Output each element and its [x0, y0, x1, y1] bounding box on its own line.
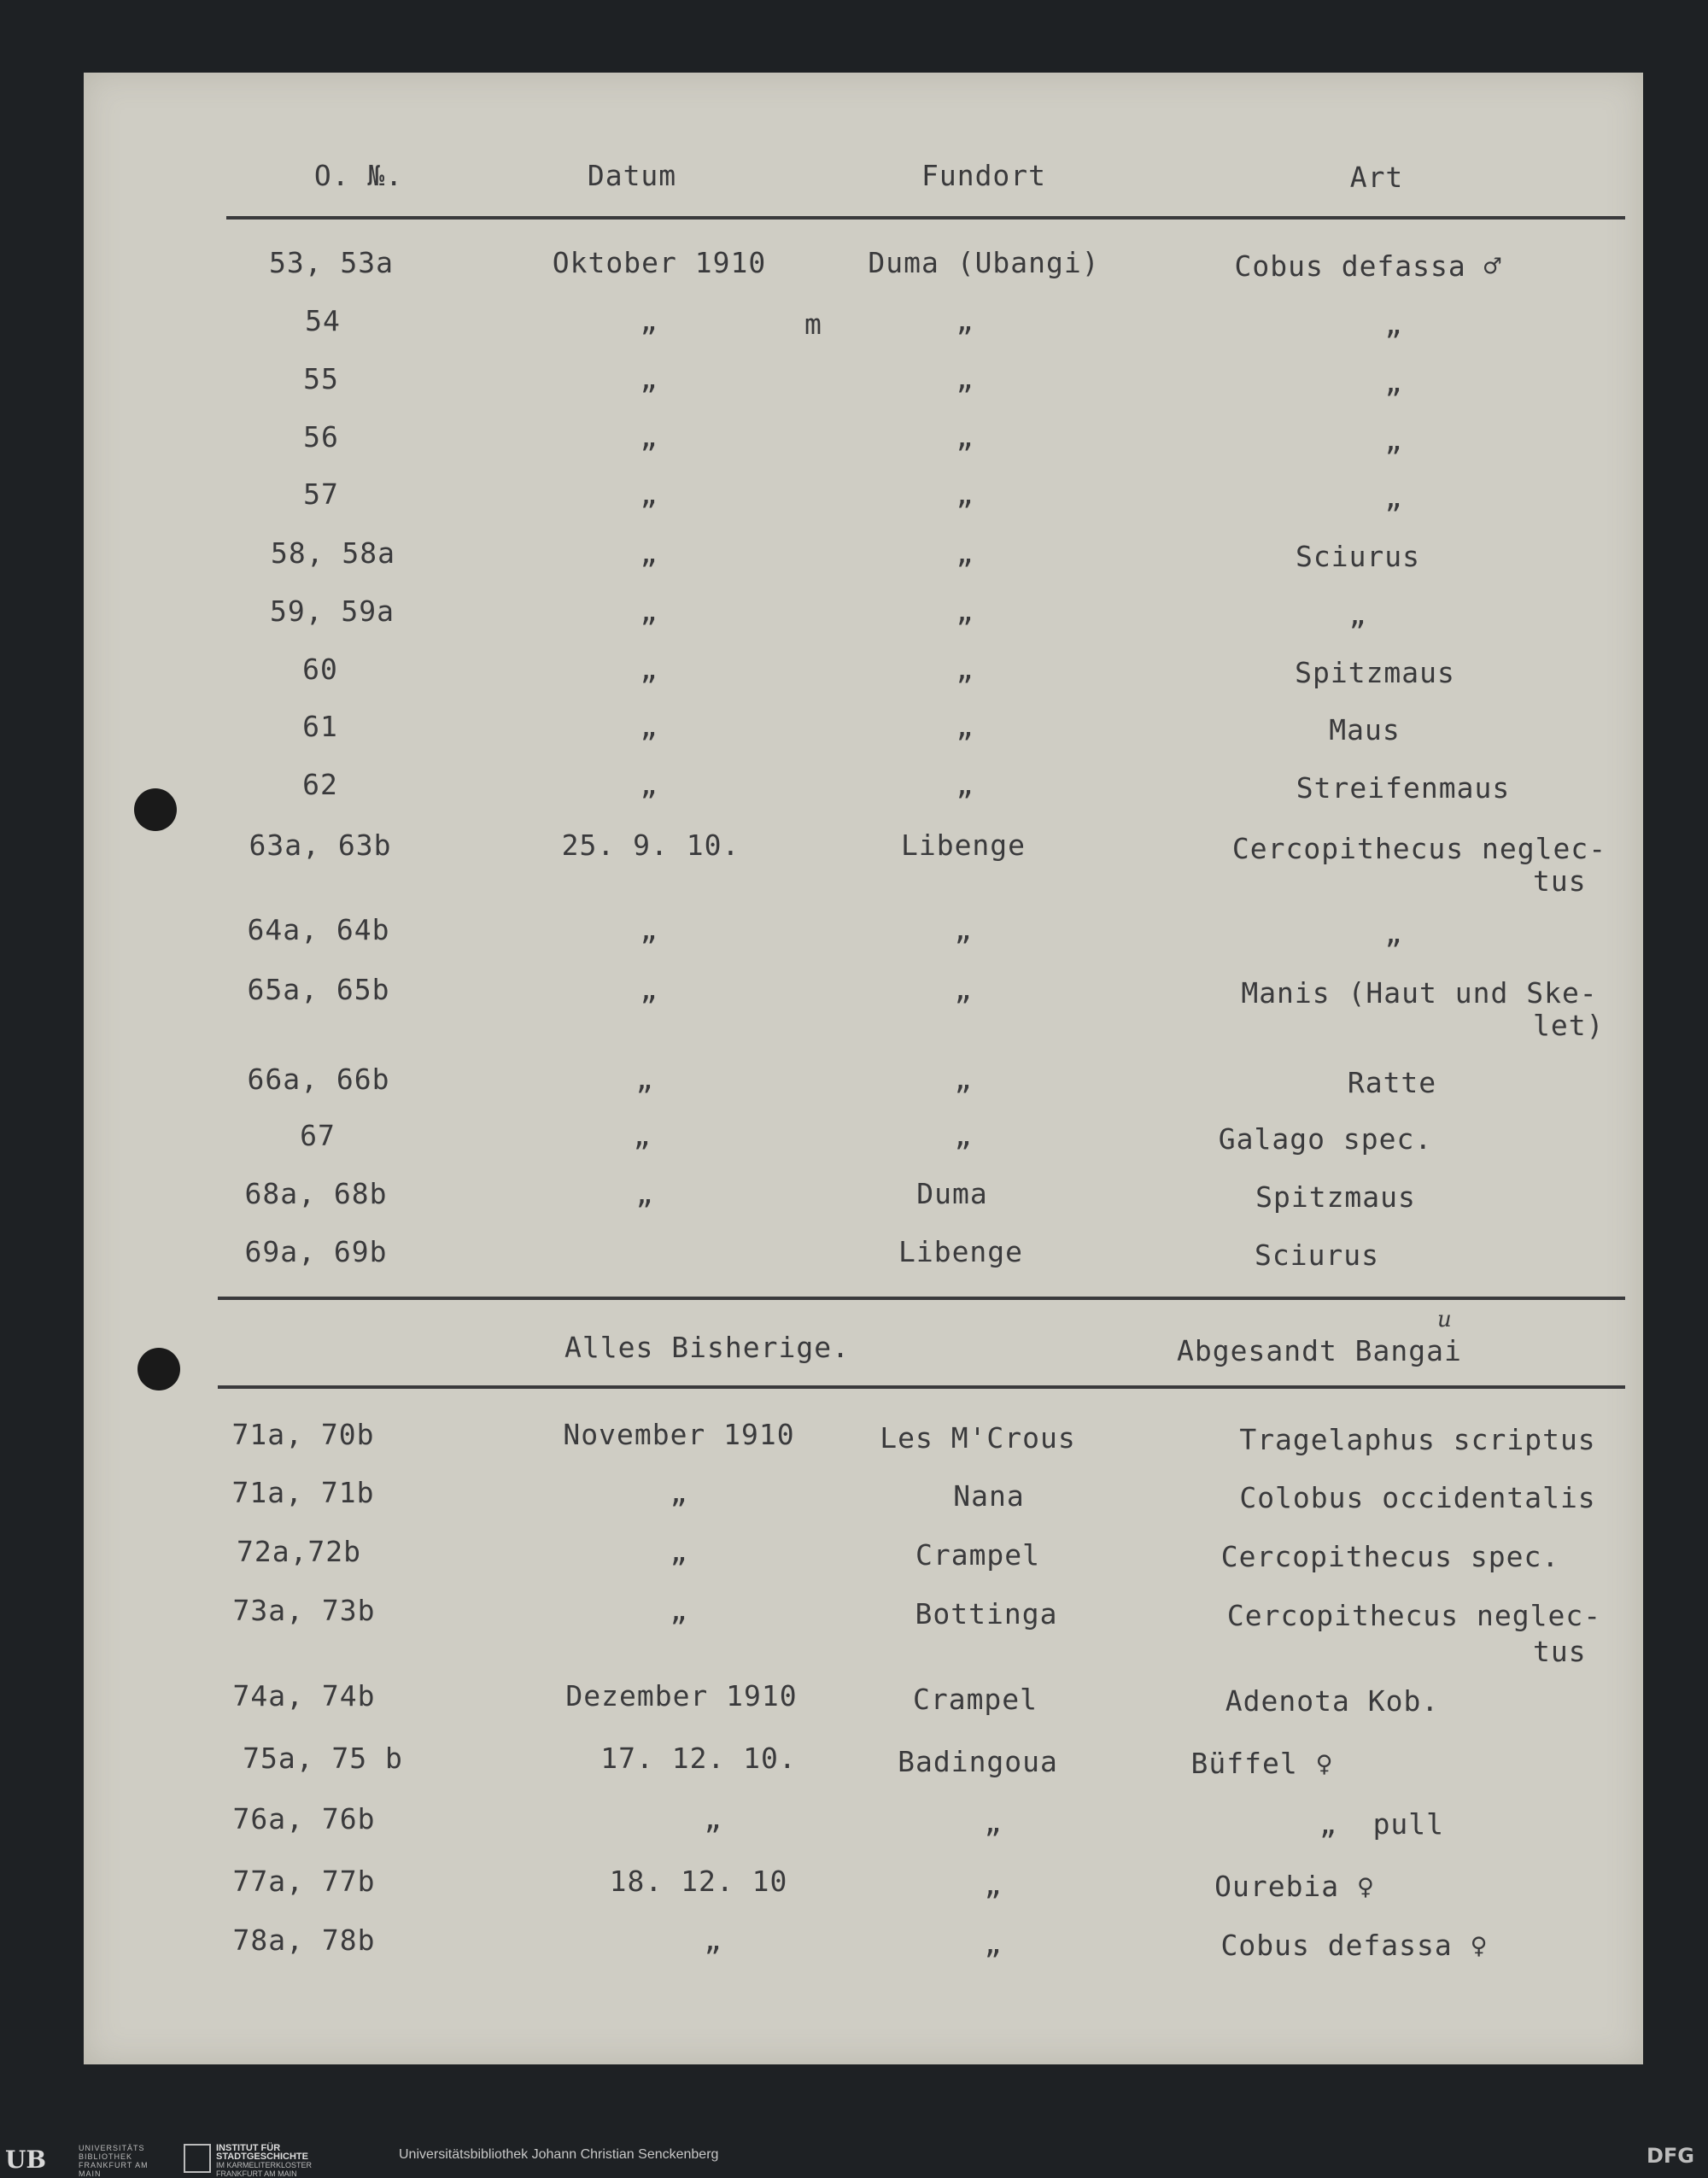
row-fundort: Libenge	[898, 1235, 1024, 1268]
row-fundort: Duma	[916, 1177, 988, 1210]
row-art: „	[1384, 307, 1403, 341]
row-art: Cercopithecus neglec-	[1231, 832, 1607, 865]
row-datum: 17. 12. 10.	[600, 1742, 797, 1775]
institute-icon	[184, 2144, 211, 2173]
row-datum: 18. 12. 10	[609, 1865, 788, 1898]
row-art: „	[1384, 366, 1403, 399]
row-no: 65a, 65b	[247, 973, 390, 1006]
row-no: 64a, 64b	[247, 913, 390, 946]
row-datum: „	[640, 594, 658, 628]
row-art: Maus	[1329, 713, 1401, 746]
row-datum: „	[640, 536, 658, 570]
row-no: 63a, 63b	[249, 828, 392, 862]
header-divider	[226, 216, 1625, 220]
row-fundort: „	[984, 1927, 1003, 1960]
header-datum: Datum	[587, 159, 677, 192]
row-no: 56	[303, 420, 339, 454]
row-fundort: Crampel	[912, 1683, 1038, 1716]
row-art: Manis (Haut und Ske-	[1241, 976, 1598, 1010]
row-no: 62	[302, 768, 338, 801]
row-fundort: „	[954, 1063, 973, 1096]
row-art: Colobus occidentalis	[1239, 1481, 1596, 1514]
row-fundort: „	[956, 477, 974, 511]
row-no: 74a, 74b	[232, 1679, 376, 1713]
row-art: Spitzmaus	[1255, 1180, 1416, 1214]
row-art: Adenota Kob.	[1225, 1684, 1440, 1718]
row-datum: „	[640, 304, 658, 337]
row-no: 55	[303, 362, 339, 395]
row-datum: „	[635, 1177, 654, 1210]
row-no: 67	[300, 1119, 336, 1152]
row-art-continued: tus	[1533, 1635, 1587, 1668]
row-fundort: „	[956, 536, 974, 570]
library-name: Universitätsbibliothek Johann Christian Senckenberg	[399, 2147, 719, 2162]
row-no: 66a, 66b	[247, 1063, 390, 1096]
row-fundort: „	[956, 304, 974, 337]
row-datum: „	[704, 1923, 722, 1957]
row-datum: „	[640, 973, 658, 1006]
ub-logo-text: UNIVERSITÄTS BIBLIOTHEK FRANKFURT AM MAIN	[79, 2144, 149, 2178]
punch-hole-upper	[134, 788, 177, 831]
section-divider-bottom	[218, 1385, 1625, 1389]
row-no: 71a, 70b	[231, 1418, 375, 1451]
header-art: Art	[1349, 161, 1404, 194]
row-art: „	[1384, 481, 1403, 514]
summary-right: Abgesandt Bangai	[1177, 1334, 1462, 1367]
row-datum: „	[670, 1594, 688, 1627]
row-datum: „	[640, 477, 658, 511]
row-no: 58, 58a	[270, 536, 396, 570]
row-art: Streifenmaus	[1296, 771, 1511, 805]
row-datum: „	[633, 1119, 652, 1152]
row-datum: „	[640, 653, 658, 686]
row-no: 71a, 71b	[231, 1476, 375, 1509]
row-fundort: „	[956, 653, 974, 686]
row-fundort: Les M'Crous	[880, 1421, 1076, 1455]
row-art: „	[1384, 916, 1403, 950]
row-datum: Dezember 1910	[565, 1679, 798, 1713]
row-art: Ourebia ♀	[1214, 1870, 1375, 1903]
row-no: 61	[302, 710, 338, 743]
row-no: 53, 53a	[268, 246, 395, 279]
row-no: 72a,72b	[236, 1535, 362, 1568]
row-no: 73a, 73b	[232, 1594, 376, 1627]
row-datum: „	[670, 1535, 688, 1568]
row-no: 54	[305, 304, 341, 337]
section-divider-top	[218, 1297, 1625, 1300]
row-fundort: „	[956, 362, 974, 395]
row-art: Cercopithecus neglec-	[1226, 1599, 1602, 1632]
row-fundort: „	[956, 594, 974, 628]
header-no: O. №.	[313, 159, 404, 192]
row-fundort: „	[984, 1868, 1003, 1901]
row-art: Sciurus	[1295, 540, 1421, 573]
row-datum: „	[640, 768, 658, 801]
institute-logo-text: INSTITUT FÜR STADTGESCHICHTE IM KARMELITERKLOSTER FRANKFURT AM MAIN	[216, 2143, 313, 2178]
row-no: 69a, 69b	[244, 1235, 388, 1268]
row-art: Cobus defassa ♀	[1220, 1929, 1489, 1962]
row-art-continued: tus	[1533, 864, 1587, 898]
row-art: „	[1384, 424, 1403, 457]
row-art: „	[1348, 598, 1367, 631]
row-datum: „	[704, 1802, 722, 1835]
institute-logo	[184, 2142, 346, 2178]
row-fundort: Libenge	[900, 828, 1027, 862]
summary-handwritten-note: u	[1437, 1307, 1453, 1332]
row-no: 68a, 68b	[244, 1177, 388, 1210]
row-datum: „	[670, 1476, 688, 1509]
row-mark: m	[804, 307, 822, 341]
row-datum: November 1910	[563, 1418, 795, 1451]
row-datum: „	[640, 420, 658, 454]
row-fundort: Nana	[953, 1479, 1025, 1513]
row-fundort: „	[984, 1806, 1003, 1839]
ub-logo-mark: UB	[5, 2146, 47, 2174]
row-datum: „	[640, 710, 658, 743]
row-art: Cobus defassa ♂	[1234, 249, 1502, 283]
row-datum: „	[640, 913, 658, 946]
row-art: Sciurus	[1254, 1238, 1380, 1272]
row-fundort: Duma (Ubangi)	[868, 246, 1100, 279]
row-fundort: „	[954, 913, 973, 946]
row-art-continued: let)	[1533, 1009, 1605, 1042]
row-fundort: Badingoua	[898, 1745, 1058, 1778]
row-no: 60	[302, 653, 338, 686]
row-fundort: „	[956, 710, 974, 743]
footer-bar	[0, 2135, 1708, 2178]
row-no: 75a, 75 b	[243, 1742, 403, 1775]
header-fundort: Fundort	[921, 159, 1047, 192]
row-fundort: „	[956, 420, 974, 454]
row-art: Cercopithecus spec.	[1220, 1540, 1560, 1573]
row-no: 77a, 77b	[232, 1865, 376, 1898]
row-art: Tragelaphus scriptus	[1239, 1423, 1596, 1456]
row-art: Ratte	[1347, 1066, 1437, 1099]
row-art: Büffel ♀	[1190, 1747, 1334, 1780]
punch-hole-lower	[137, 1348, 180, 1391]
summary-left: Alles Bisherige.	[564, 1331, 850, 1364]
row-no: 76a, 76b	[232, 1802, 376, 1835]
row-no: 59, 59a	[269, 594, 395, 628]
row-datum: 25. 9. 10.	[561, 828, 740, 862]
dfg-logo: DFG	[1646, 2144, 1694, 2168]
row-no: 57	[303, 477, 339, 511]
row-art: Galago spec.	[1218, 1122, 1433, 1156]
row-fundort: „	[954, 1119, 973, 1152]
row-fundort: Bottinga	[915, 1597, 1058, 1631]
row-art: „ pull	[1319, 1807, 1445, 1841]
row-datum: „	[635, 1063, 654, 1096]
row-no: 78a, 78b	[232, 1923, 376, 1957]
ub-logo	[0, 2142, 171, 2178]
row-fundort: „	[956, 768, 974, 801]
row-art: Spitzmaus	[1295, 656, 1455, 689]
row-datum: Oktober 1910	[552, 246, 767, 279]
row-fundort: „	[954, 973, 973, 1006]
row-datum: „	[640, 362, 658, 395]
row-fundort: Crampel	[915, 1538, 1041, 1572]
